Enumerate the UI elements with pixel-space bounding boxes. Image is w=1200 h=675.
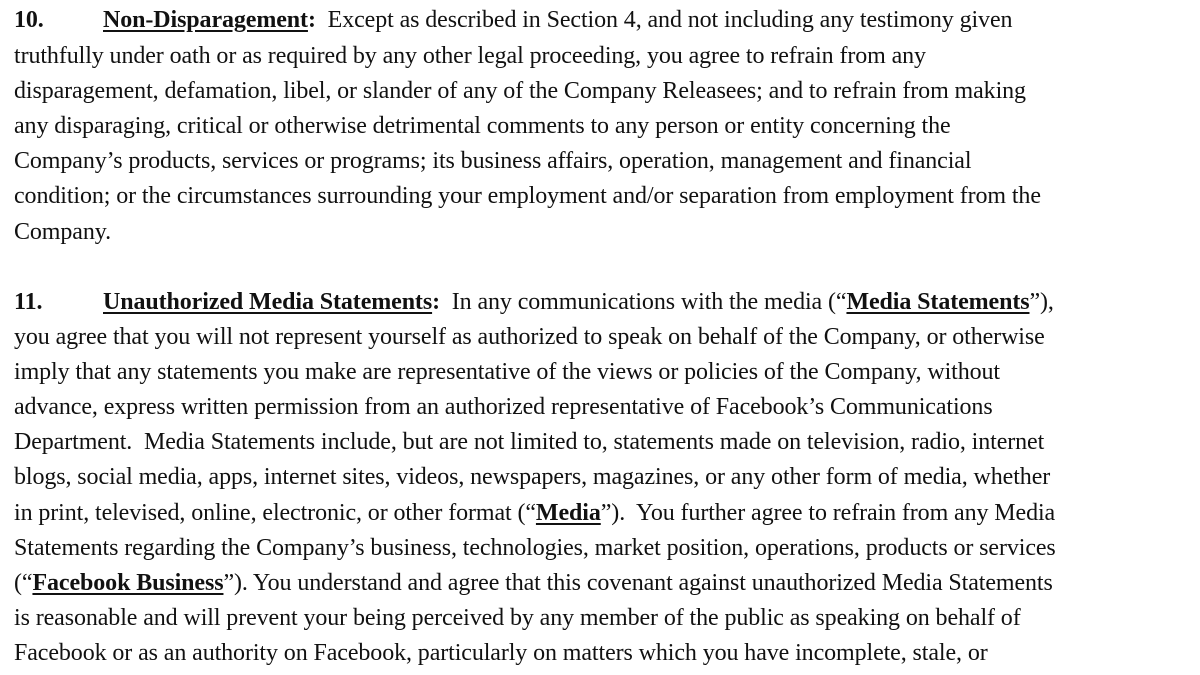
section-11-line-3: imply that any statements you make are representative of the views or policies of the Company, without bbox=[14, 359, 1000, 385]
section-11-heading: Unauthorized Media Statements bbox=[103, 289, 433, 315]
section-11-line-4: advance, express written permission from an authorized representative of Facebook’s Communications bbox=[14, 394, 993, 420]
section-10-line-1 bbox=[14, 5, 1012, 35]
section-11-line-10: is reasonable and will prevent your being perceived by any member of the public as speaking on behalf of bbox=[14, 605, 1021, 631]
section-10-line-2: truthfully under oath or as required by any other legal proceeding, you agree to refrain from any bbox=[14, 43, 926, 69]
defined-term-facebook-business: Facebook Business bbox=[32, 570, 224, 596]
section-11-heading-colon: : bbox=[432, 289, 440, 315]
section-10-line-3: disparagement, defamation, libel, or slander of any of the Company Releasees; and to refrain from making bbox=[14, 78, 1026, 104]
section-11-text-pre: In any communications with the media (“ bbox=[439, 289, 847, 315]
section-11-number: 11. bbox=[14, 289, 43, 315]
section-11-line-9-pre: (“ bbox=[14, 570, 33, 596]
section-10-line-4: any disparaging, critical or otherwise detrimental comments to any person or entity concerning the bbox=[14, 113, 951, 139]
section-11-line-8: Statements regarding the Company’s business, technologies, market position, operations, products or services bbox=[14, 535, 1056, 561]
section-11-line-9 bbox=[14, 568, 1053, 598]
section-11-line-5: Department. Media Statements include, but are not limited to, statements made on television, radio, internet bbox=[14, 429, 1045, 455]
section-10-line-6: condition; or the circumstances surrounding your employment and/or separation from employment from the bbox=[14, 183, 1041, 209]
section-11-line-6: blogs, social media, apps, internet sites, videos, newspapers, magazines, or any other form of media, whether bbox=[14, 464, 1051, 490]
section-11-line-11: Facebook or as an authority on Facebook, particularly on matters which you have incomplete, stale, or bbox=[14, 640, 988, 666]
section-11-line-1 bbox=[14, 287, 1054, 317]
section-10-number: 10. bbox=[14, 7, 44, 33]
section-11-line-7-post: ”). You further agree to refrain from any Media bbox=[600, 500, 1056, 526]
section-11-line-7-pre: in print, televised, online, electronic, or other format (“ bbox=[14, 500, 536, 526]
section-11-line-2: you agree that you will not represent yourself as authorized to speak on behalf of the Company, or otherwise bbox=[14, 324, 1045, 350]
section-11-line-9-post: ”). You understand and agree that this covenant against unauthorized Media Statements bbox=[223, 570, 1053, 596]
section-10-text: Except as described in Section 4, and not including any testimony given bbox=[315, 7, 1013, 33]
section-10-line-7: Company. bbox=[14, 219, 111, 245]
section-10-line-5: Company’s products, services or programs; its business affairs, operation, management and financial bbox=[14, 148, 972, 174]
defined-term-media: Media bbox=[535, 500, 601, 526]
section-11-text-post: ”), bbox=[1029, 289, 1054, 315]
section-11-line-7 bbox=[14, 498, 1055, 528]
defined-term-media-statements: Media Statements bbox=[846, 289, 1030, 315]
section-10-heading-colon: : bbox=[307, 7, 316, 33]
section-10-heading: Non-Disparagement bbox=[103, 7, 308, 33]
